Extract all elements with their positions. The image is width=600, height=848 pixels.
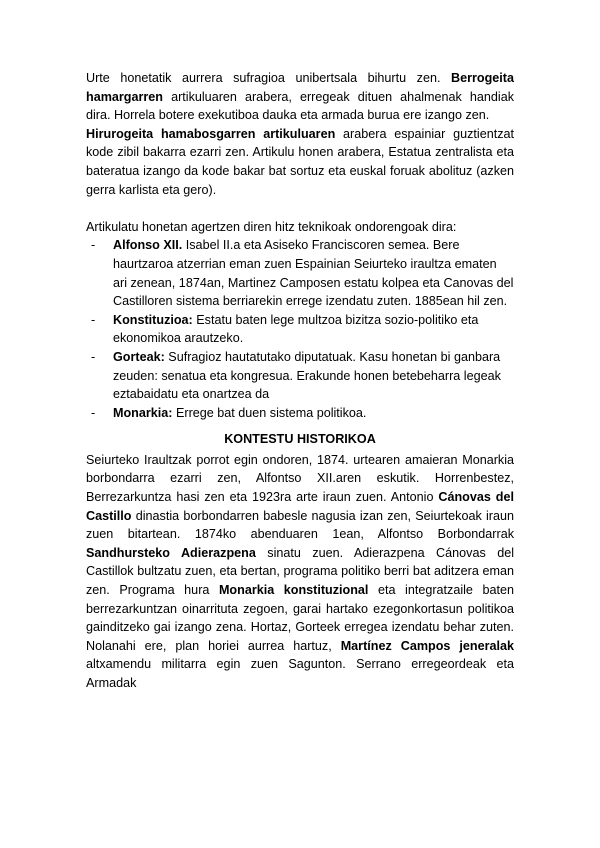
list-item (113, 311, 514, 348)
text: eta integratzaile baten berrezarkuntzan oinarrituta zegoen, garai hartako ezegonkortasun politikoa gainditzeko gai izango zena. Hortaz, Gorteek erregea izendatu behar zuten. Nolanahi ere, plan horiei aurrea hartuz, (86, 583, 514, 653)
text: dinastia borbondarren babesle nagusia izan zen, Seiurtekoak iraun zuen bitartean. 1874ko abenduaren 1ean, Alfontso Borbondarrak (86, 508, 514, 542)
text: artikuluaren arabera, erregeak dituen ahalmenak handiak dira. Horrela botere exekutiboa dauka eta armada burua ere izango zen. (86, 89, 514, 123)
text: Seiurteko Iraultzak porrot egin ondoren, 1874. urtearen amaieran Monarkia borbondarra ezarri zen, Alfontso XII.aren eskutik. Horrenbestez, Berrezarkuntza hasi zen eta 1923ra arte iraun zuen. Antonio (86, 452, 514, 505)
bold-text: Berrogeita hamargarren (86, 71, 514, 104)
text: arabera espainiar guztientzat kode zibil bakarra ezarri zen. Artikulu honen arabera, Estatua zentralista eta bateratua izango da kode bakar bat sortuz eta euskal foruak abolituz (azken gerra karlista eta gero). (86, 126, 514, 197)
bold-text: Martínez Campos jeneralak (340, 638, 514, 653)
term-label: Monarkia: (113, 405, 173, 420)
term-label: Gorteak: (113, 349, 165, 364)
term-description: Errege bat duen sistema politikoa. (175, 405, 367, 420)
paragraph-historical-context (86, 451, 514, 693)
term-description: Isabel II.a eta Asiseko Franciscoren semea. Bere haurtzaroa atzerrian eman zuen Espainian Seiurteko iraultza ematen ari zenean, 1874an, Martinez Camposen estatu kolpea eta Canovas del Castilloren sistema berriarekin errege izendatu zuten. 1885ean hil zen. (113, 238, 514, 309)
text: Urte honetatik aurrera sufragioa unibertsala bihurtu zen. (86, 71, 441, 85)
term-description: Sufragioz hautatutako diputatuak. Kasu honetan bi ganbara zeuden: senatua eta kongresua. Erakunde honen betebeharra legeak eztabaidatu eta onartzea da (113, 349, 501, 402)
bold-text: Monarkia konstituzional (218, 583, 369, 598)
list-item (113, 236, 514, 310)
paragraph-civil-code (86, 125, 514, 199)
terms-list (86, 236, 514, 422)
document-page (86, 69, 514, 693)
paragraph-suffrage (86, 69, 514, 125)
text: altxamendu militarra egin zuen Sagunton. Serrano erregeordeak eta Armadak (86, 657, 514, 690)
bold-text: Hirurogeita hamabosgarren artikuluaren (86, 126, 336, 141)
list-item (113, 348, 514, 404)
term-label: Alfonso XII. (113, 238, 183, 253)
section-heading: KONTESTU HISTORIKOA (224, 432, 376, 447)
term-label: Konstituzioa: (113, 312, 193, 327)
text: sinatu zuen. Adierazpena Cánovas del Castillok bultzatu zuen, eta bertan, programa politiko berri bat aditzera eman zen. Programa hura (86, 545, 514, 598)
list-item (113, 404, 514, 423)
term-description: Estatu baten lege multzoa bizitza sozio-politiko eta ekonomikoa arautzeko. (113, 312, 479, 346)
bold-text: Cánovas del Castillo (86, 490, 515, 523)
intro-line: Artikulatu honetan agertzen diren hitz teknikoak ondorengoak dira: (86, 219, 457, 234)
bold-text: Sandhursteko Adierazpena (86, 545, 256, 560)
